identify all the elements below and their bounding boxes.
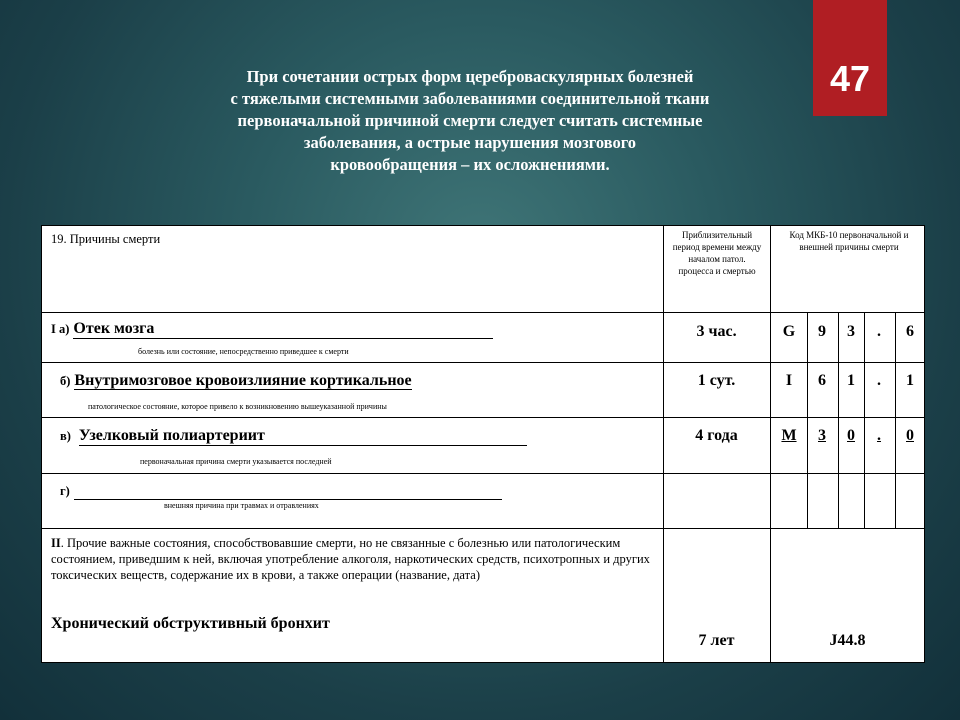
code-char: M [781, 427, 797, 444]
row-prefix: в) [60, 429, 71, 443]
row-caption: болезнь или состояние, непосредственно приведшее к смерти [138, 347, 349, 356]
part2-description: . Прочие важные состояния, способствовавшие смерти, но не связанные с болезнью или патологическим состоянием, приведшим к ней, включая употребление алкоголя, наркотических средств, психотропных и других токсических веществ, содержание их в крови, а также операции (название, дата) [51, 536, 650, 582]
code-char: 1 [847, 372, 855, 389]
slide-heading [140, 66, 800, 176]
period-value: 1 сут. [697, 372, 736, 389]
code-cell-divider [864, 312, 865, 528]
diagnosis-text: Узелковый полиартериит [79, 427, 527, 446]
code-cell-divider [807, 312, 808, 528]
row-divider [42, 473, 924, 474]
period-value: 4 года [695, 427, 738, 444]
heading-line: заболевания, а острые нарушения мозгового [303, 133, 637, 152]
code-char: . [877, 323, 881, 340]
other-conditions-diagnosis: Хронический обструктивный бронхит [51, 615, 330, 632]
row-caption: патологическое состояние, которое привело к возникновению вышеуказанной причины [88, 402, 387, 411]
code-char: 6 [906, 323, 914, 340]
row-divider [42, 312, 924, 313]
code-cell-divider [895, 312, 896, 528]
code-char: 0 [906, 427, 914, 444]
diagnosis-text: Отек мозга [73, 320, 493, 339]
row-caption: внешняя причина при травмах и отравлениях [164, 501, 319, 510]
cause-row-a [51, 320, 517, 339]
code-char: 1 [906, 372, 914, 389]
causes-of-death-label: 19. Причины смерти [51, 232, 161, 246]
row-divider [42, 528, 924, 529]
code-char: 9 [818, 323, 826, 340]
code-cell-divider [838, 312, 839, 528]
row-caption: первоначальная причина смерти указывается последней [140, 457, 332, 466]
slide-number-badge [813, 0, 887, 116]
slide-number: 47 [829, 58, 871, 99]
row-prefix: I а) [51, 322, 70, 336]
code-char: 3 [818, 427, 826, 444]
row-divider [42, 362, 924, 363]
part2-roman: II [51, 536, 61, 550]
diagnosis-text: Внутримозговое кровоизлияние кортикальное [74, 372, 412, 389]
code-char: . [877, 427, 881, 444]
part2-period-value: 7 лет [698, 632, 735, 649]
row-divider [42, 417, 924, 418]
row-prefix: б) [60, 374, 71, 388]
diagnosis-text [74, 485, 502, 500]
heading-line: кровообращения – их осложнениями. [330, 155, 610, 174]
other-conditions-text [51, 535, 657, 583]
heading-line: с тяжелыми системными заболеваниями соединительной ткани [230, 89, 710, 108]
cause-row-d [60, 482, 508, 500]
code-char: 0 [847, 427, 855, 444]
code-char: G [782, 323, 796, 340]
period-column-header: Приблизительный период времени между началом патол. процесса и смертью [672, 230, 762, 276]
code-char: 3 [847, 323, 855, 340]
cause-row-c [60, 427, 540, 446]
code-char: . [877, 372, 881, 389]
code-char: I [785, 372, 793, 389]
cause-row-b [60, 372, 540, 390]
row-prefix: г) [60, 484, 70, 498]
part2-icd-code: J44.8 [829, 632, 866, 649]
heading-line: первоначальной причиной смерти следует считать системные [237, 111, 703, 130]
icd-code-column-header: Код МКБ-10 первоначальной и внешней причины смерти [789, 230, 909, 252]
death-certificate-form [41, 225, 925, 663]
heading-line: При сочетании острых форм цереброваскулярных болезней [246, 67, 694, 86]
period-value: 3 час. [696, 323, 737, 340]
code-char: 6 [818, 372, 826, 389]
